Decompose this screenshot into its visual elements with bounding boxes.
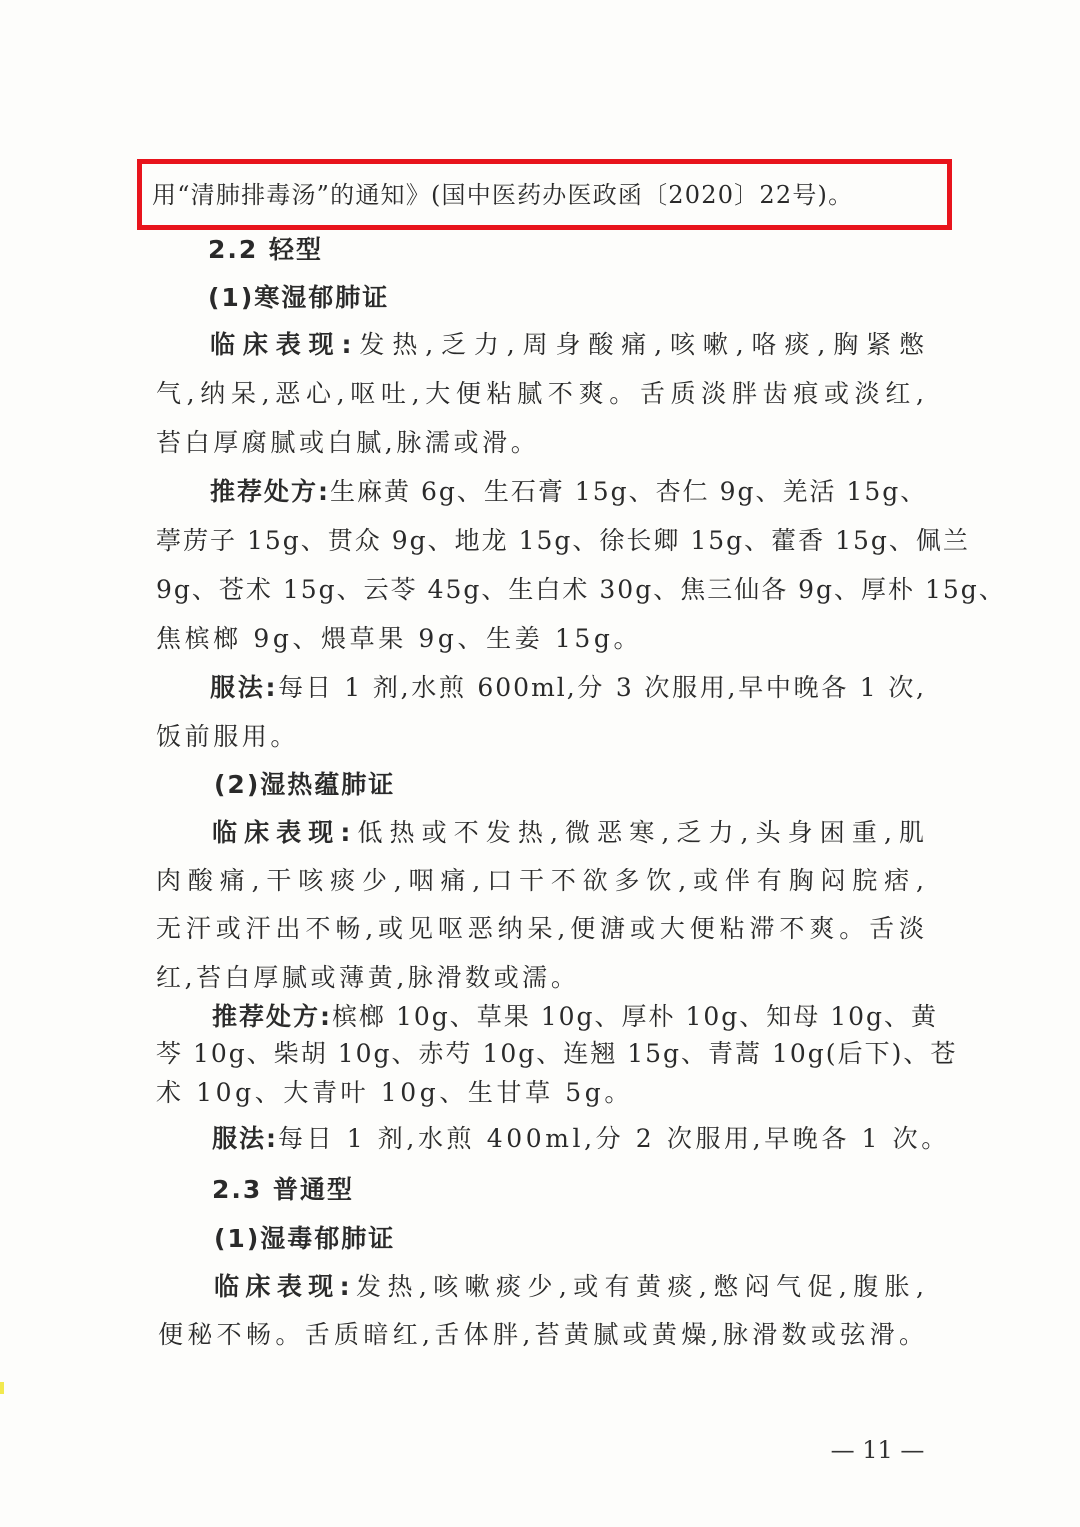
usage-label: 服法:: [210, 673, 278, 702]
section-heading-2-2: 2.2 轻型: [208, 235, 323, 264]
paragraph-line: 焦槟榔 9g、煨草果 9g、生姜 15g。: [156, 624, 643, 653]
line-text: 生麻黄 6g、生石膏 15g、杏仁 9g、羌活 15g、: [330, 477, 928, 506]
clinical-label: 临床表现:: [210, 330, 354, 359]
paragraph-line: 芩 10g、柴胡 10g、赤芍 10g、连翘 15g、青蒿 10g(后下)、苍: [156, 1039, 958, 1068]
line-text: 发热,乏力,周身酸痛,咳嗽,咯痰,胸紧憋: [353, 330, 926, 359]
line-text: 发热,咳嗽痰少,或有黄痰,憋闷气促,腹胀,: [351, 1272, 926, 1301]
line-text: 低热或不发热,微恶寒,乏力,头身困重,肌: [352, 818, 926, 847]
clinical-label: 临床表现:: [214, 1272, 352, 1301]
paragraph-line: [212, 1122, 950, 1156]
section-heading-2-3: 2.3 普通型: [212, 1175, 354, 1204]
usage-label: 服法:: [212, 1124, 278, 1153]
paragraph-line: [210, 475, 926, 509]
paragraph-line: [212, 816, 926, 850]
prescription-label: 推荐处方:: [212, 1002, 332, 1031]
scan-mark: [0, 1382, 4, 1394]
syndrome-title: (1)寒湿郁肺证: [208, 283, 390, 312]
clinical-label: 临床表现:: [212, 818, 353, 847]
page-number: — 11 —: [830, 1436, 925, 1464]
paragraph-line: 9g、苍术 15g、云苓 45g、生白术 30g、焦三仙各 9g、厚朴 15g、: [156, 575, 1006, 604]
line-text: 每日 1 剂,水煎 600ml,分 3 次服用,早中晚各 1 次,: [277, 673, 927, 702]
line-text: 槟榔 10g、草果 10g、厚朴 10g、知母 10g、黄: [332, 1002, 939, 1031]
paragraph-line: 肉酸痛,干咳痰少,咽痛,口干不欲多饮,或伴有胸闷脘痞,: [156, 866, 926, 895]
line-text: 每日 1 剂,水煎 400ml,分 2 次服用,早晚各 1 次。: [278, 1124, 950, 1153]
paragraph-line: 无汗或汗出不畅,或见呕恶纳呆,便溏或大便粘滞不爽。舌淡: [156, 914, 926, 943]
syndrome-title: (2)湿热蕴肺证: [214, 770, 396, 799]
paragraph-line: [210, 328, 926, 362]
paragraph-line: 术 10g、大青叶 10g、生甘草 5g。: [156, 1078, 633, 1107]
paragraph-line: 饭前服用。: [156, 722, 300, 751]
paragraph-line: 葶苈子 15g、贯众 9g、地龙 15g、徐长卿 15g、藿香 15g、佩兰: [156, 526, 970, 555]
paragraph-line: 便秘不畅。舌质暗红,舌体胖,苔黄腻或黄燥,脉滑数或弦滑。: [158, 1320, 926, 1349]
prescription-label: 推荐处方:: [210, 477, 330, 506]
paragraph-line: 红,苔白厚腻或薄黄,脉滑数或濡。: [156, 963, 580, 992]
paragraph-line: [212, 1000, 939, 1034]
paragraph-line: [210, 671, 926, 705]
highlighted-line: 用“清肺排毒汤”的通知》(国中医药办医政函〔2020〕22号)。: [152, 181, 854, 209]
syndrome-title: (1)湿毒郁肺证: [214, 1224, 396, 1253]
paragraph-line: [214, 1270, 926, 1304]
paragraph-line: 苔白厚腐腻或白腻,脉濡或滑。: [156, 428, 540, 457]
paragraph-line: 气,纳呆,恶心,呕吐,大便粘腻不爽。舌质淡胖齿痕或淡红,: [156, 379, 926, 408]
